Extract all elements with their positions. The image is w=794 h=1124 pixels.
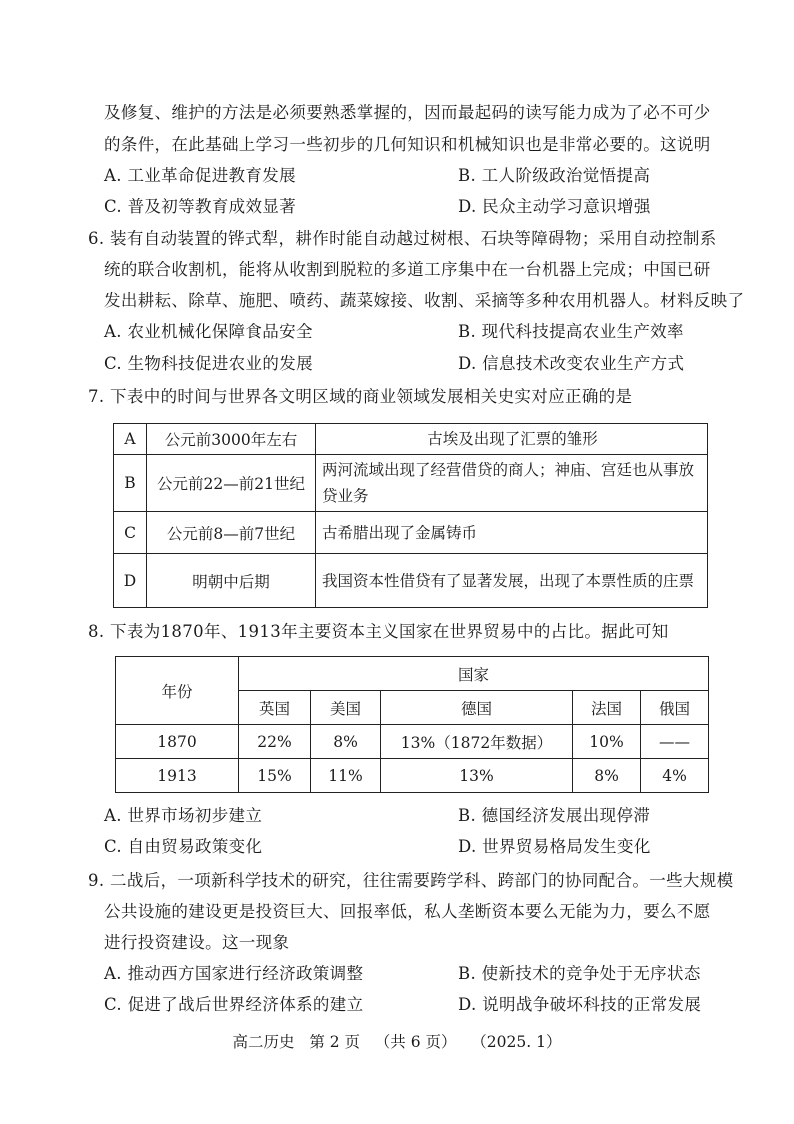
q9-option-d: D. 说明战争破坏科技的正常发展 <box>458 995 702 1014</box>
country-cell: 英国 <box>239 691 311 725</box>
country-cell: 美国 <box>311 691 381 725</box>
q7-table <box>113 423 708 608</box>
year-cell: 1913 <box>116 759 239 793</box>
q5-stem-line-2: 的条件，在此基础上学习一些初步的几何知识和机械知识也是非常必要的。这说明 <box>104 135 711 154</box>
q5-option-c: C. 普及初等教育成效显著 <box>104 197 297 216</box>
q7-row-desc: 古希腊出现了金属铸币 <box>316 512 708 554</box>
q9-option-c: C. 促进了战后世界经济体系的建立 <box>104 995 364 1014</box>
q6-option-c: C. 生物科技促进农业的发展 <box>104 354 313 373</box>
q7-row-key: C <box>114 512 147 554</box>
q8-option-c: C. 自由贸易政策变化 <box>104 837 263 856</box>
table-row <box>114 554 708 608</box>
value-cell: 8% <box>311 725 381 759</box>
q5-option-b: B. 工人阶级政治觉悟提高 <box>458 166 651 185</box>
q8-option-b: B. 德国经济发展出现停滞 <box>458 806 651 825</box>
value-cell: 11% <box>311 759 381 793</box>
q7-row-key: B <box>114 455 147 512</box>
q7-row-desc: 两河流域出现了经营借贷的商人；神庙、宫廷也从事放贷业务 <box>316 455 708 512</box>
q8-option-a: A. 世界市场初步建立 <box>104 806 263 825</box>
value-cell: 13% <box>381 759 573 793</box>
q9-option-b: B. 使新技术的竞争处于无序状态 <box>458 964 701 983</box>
q7-row-desc: 我国资本性借贷有了显著发展，出现了本票性质的庄票 <box>316 554 708 608</box>
q6-stem-line-3: 发出耕耘、除草、施肥、喷药、蔬菜嫁接、收割、采摘等多种农用机器人。材料反映了 <box>104 291 745 310</box>
q7-row-time: 公元前3000年左右 <box>147 424 316 455</box>
table-row <box>114 424 708 455</box>
q5-option-d: D. 民众主动学习意识增强 <box>458 197 651 216</box>
country-cell: 法国 <box>573 691 641 725</box>
value-cell: —— <box>641 725 709 759</box>
year-header: 年份 <box>116 657 239 725</box>
q9-stem-line-1: 9. 二战后，一项新科学技术的研究，往往需要跨学科、跨部门的协同配合。一些大规模 <box>88 871 734 890</box>
q7-row-desc: 古埃及出现了汇票的雏形 <box>316 424 708 455</box>
q6-option-b: B. 现代科技提高农业生产效率 <box>458 322 684 341</box>
table-row <box>116 759 709 793</box>
q9-stem-line-3: 进行投资建设。这一现象 <box>104 933 290 952</box>
q5-stem-line-1: 及修复、维护的方法是必须要熟悉掌握的，因而最起码的读写能力成为了必不可少 <box>104 103 711 122</box>
table-row <box>114 512 708 554</box>
value-cell: 15% <box>239 759 311 793</box>
q8-option-d: D. 世界贸易格局发生变化 <box>458 837 651 856</box>
q6-option-a: A. 农业机械化保障食品安全 <box>104 322 313 341</box>
q7-row-time: 公元前22—前21世纪 <box>147 455 316 512</box>
q7-row-key: A <box>114 424 147 455</box>
value-cell: 10% <box>573 725 641 759</box>
country-cell: 德国 <box>381 691 573 725</box>
q7-stem: 7. 下表中的时间与世界各文明区域的商业领域发展相关史实对应正确的是 <box>88 387 633 406</box>
table-row <box>114 455 708 512</box>
q6-stem-line-2: 统的联合收割机，能将从收割到脱粒的多道工序集中在一台机器上完成；中国已研 <box>104 260 711 279</box>
value-cell: 8% <box>573 759 641 793</box>
q9-option-a: A. 推动西方国家进行经济政策调整 <box>104 964 364 983</box>
table-row <box>116 725 709 759</box>
value-cell: 22% <box>239 725 311 759</box>
country-cell: 俄国 <box>641 691 709 725</box>
q6-stem-line-1: 6. 装有自动装置的铧式犁，耕作时能自动越过树根、石块等障碍物；采用自动控制系 <box>88 229 717 248</box>
page-footer: 高二历史 第 2 页 （共 6 页） （2025. 1） <box>232 1033 562 1051</box>
q9-stem-line-2: 公共设施的建设更是投资巨大、回报率低，私人垄断资本要么无能为力，要么不愿 <box>104 902 711 921</box>
q6-option-d: D. 信息技术改变农业生产方式 <box>458 354 685 373</box>
q7-row-key: D <box>114 554 147 608</box>
table-header-row <box>116 657 709 691</box>
q5-option-a: A. 工业革命促进教育发展 <box>104 166 296 185</box>
q7-row-time: 公元前8—前7世纪 <box>147 512 316 554</box>
year-cell: 1870 <box>116 725 239 759</box>
value-cell: 4% <box>641 759 709 793</box>
value-cell: 13%（1872年数据） <box>381 725 573 759</box>
q8-table <box>115 656 709 793</box>
q7-row-time: 明朝中后期 <box>147 554 316 608</box>
q8-stem: 8. 下表为1870年、1913年主要资本主义国家在世界贸易中的占比。据此可知 <box>88 622 669 641</box>
country-header: 国家 <box>239 657 709 691</box>
